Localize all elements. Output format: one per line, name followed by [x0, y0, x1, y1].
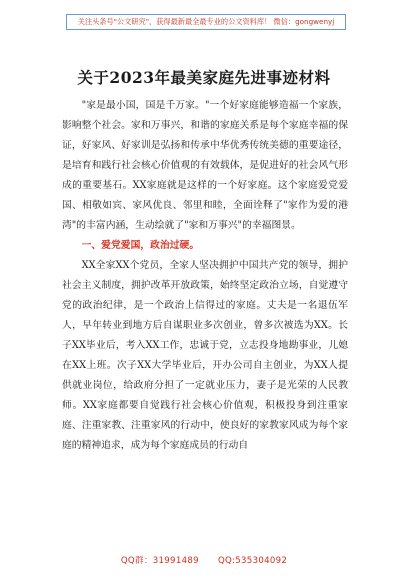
promo-banner: 关注头条号"公文研究"，获得最新最全最专业的公文资料库！ 微信：gongwenyj: [66, 14, 346, 30]
document-title: 关于2023年最美家庭先进事迹材料: [77, 68, 331, 87]
document-body: [62, 96, 348, 456]
section-heading: 一、爱党爱国，政治过硬。: [81, 240, 200, 251]
footer-qq-group: QQ群：31991489: [120, 556, 199, 566]
page-footer: [0, 554, 408, 566]
body-paragraph: XX全家XX个党员，全家人坚决拥护中国共产党的领导，拥护社会主义制度，拥护改革开放政策，始终坚定政治立场，自觉遵守党的政治纪律，是一个政治上信得过的家庭。丈夫是一名退伍军人，早年转业到地方后自谋职业多次创业，曾多次被选为XX。长子XX毕业后，考入XX工作，忠诚于党，立志投身地勘事业，儿媳在XX上班。次子XX大学毕业后，开办公司自主创业，为XX人提供就业岗位，给政府分担了一定就业压力，妻子是光荣的人民教师。XX家庭都要自觉践行社会核心价值观，积极投身到注重家庭、注重家教、注重家风的行动中，使良好的家教家风成为每个家庭的精神追求，成为每个家庭成员的行动自: [62, 260, 348, 451]
footer-qq: QQ:535304092: [217, 556, 288, 566]
intro-paragraph: "家是最小国，国是千万家。"一个好家庭能够造福一个家族，影响整个社会。家和万事兴，和谐的家庭关系是每个家庭幸福的保证，好家风、好家训是弘扬和传承中华优秀传统美德的重要途径，是培育和践行社会核心价值观的有效载体，是促进好的社会风气形成的重要基石。XX家庭就是这样的一个好家庭。这个家庭爱党爱国、相敬如宾、家风优良、邻里和睦，全面诠释了"家作为爱的港湾"的丰富内涵，生动绘就了"家和万事兴"的幸福图景。: [62, 100, 348, 231]
